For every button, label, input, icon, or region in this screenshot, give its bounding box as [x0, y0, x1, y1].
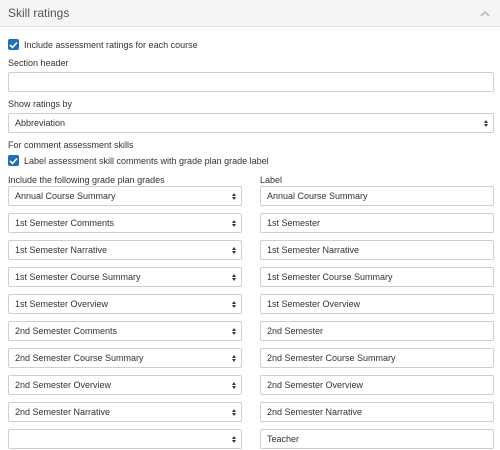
include-ratings-checkbox[interactable]	[8, 39, 19, 50]
grade-select-value: 2nd Semester Comments	[15, 326, 118, 336]
grade-select[interactable]	[8, 267, 242, 287]
sort-arrows-icon	[232, 353, 236, 363]
grade-select[interactable]	[8, 321, 242, 341]
grade-select[interactable]	[8, 186, 242, 206]
grade-select[interactable]	[8, 240, 242, 260]
sort-arrows-icon	[484, 118, 488, 128]
sort-arrows-icon	[232, 272, 236, 282]
show-ratings-by-select[interactable]	[8, 113, 494, 133]
grade-select[interactable]	[8, 402, 242, 422]
grade-label-input[interactable]	[260, 321, 494, 341]
grade-select-value: 2nd Semester Course Summary	[15, 353, 144, 363]
comment-skills-heading: For comment assessment skills	[8, 140, 134, 150]
sort-arrows-icon	[232, 434, 236, 444]
label-comments-row[interactable]	[8, 155, 269, 166]
grade-select-value: 2nd Semester Narrative	[15, 407, 111, 417]
sort-arrows-icon	[232, 218, 236, 228]
grade-label-input[interactable]	[260, 375, 494, 395]
sort-arrows-icon	[232, 299, 236, 309]
grade-select[interactable]	[8, 348, 242, 368]
sort-arrows-icon	[232, 191, 236, 201]
grade-label-input[interactable]	[260, 294, 494, 314]
grade-label-input[interactable]	[260, 429, 494, 449]
grade-label-input[interactable]	[260, 186, 494, 206]
sort-arrows-icon	[232, 407, 236, 417]
sort-arrows-icon	[232, 380, 236, 390]
checkmark-icon	[9, 157, 18, 165]
grade-select[interactable]	[8, 213, 242, 233]
show-ratings-by-label: Show ratings by	[8, 99, 73, 109]
grade-select[interactable]	[8, 375, 242, 395]
grade-select-value: 1st Semester Overview	[15, 299, 109, 309]
grade-select-value: Annual Course Summary	[15, 191, 116, 201]
grade-label-input[interactable]	[260, 213, 494, 233]
label-comments-label: Label assessment skill comments with grade plan grade label	[24, 155, 269, 166]
show-ratings-by-value: Abbreviation	[15, 118, 66, 128]
grade-select[interactable]	[8, 294, 242, 314]
include-ratings-label: Include assessment ratings for each course	[24, 39, 198, 50]
section-title: Skill ratings	[8, 6, 70, 20]
sort-arrows-icon	[232, 245, 236, 255]
label-comments-checkbox[interactable]	[8, 155, 19, 166]
grade-label-input[interactable]	[260, 348, 494, 368]
grade-select-value: 2nd Semester Overview	[15, 380, 112, 390]
checkmark-icon	[9, 41, 18, 49]
grade-label-input[interactable]	[260, 402, 494, 422]
section-header-input[interactable]	[8, 72, 494, 92]
grade-label-input[interactable]	[260, 240, 494, 260]
grade-label-input[interactable]	[260, 267, 494, 287]
sort-arrows-icon	[232, 326, 236, 336]
label-column-header: Label	[260, 175, 283, 185]
grade-select-value: 1st Semester Narrative	[15, 245, 108, 255]
chevron-up-icon[interactable]	[479, 7, 491, 19]
section-header-label: Section header	[8, 58, 69, 68]
include-ratings-row[interactable]	[8, 39, 198, 50]
grades-column-header: Include the following grade plan grades	[8, 175, 165, 185]
section-header-bar[interactable]	[0, 0, 500, 27]
grade-select-value: 1st Semester Course Summary	[15, 272, 141, 282]
grade-select-value: 1st Semester Comments	[15, 218, 115, 228]
grade-select[interactable]	[8, 429, 242, 449]
